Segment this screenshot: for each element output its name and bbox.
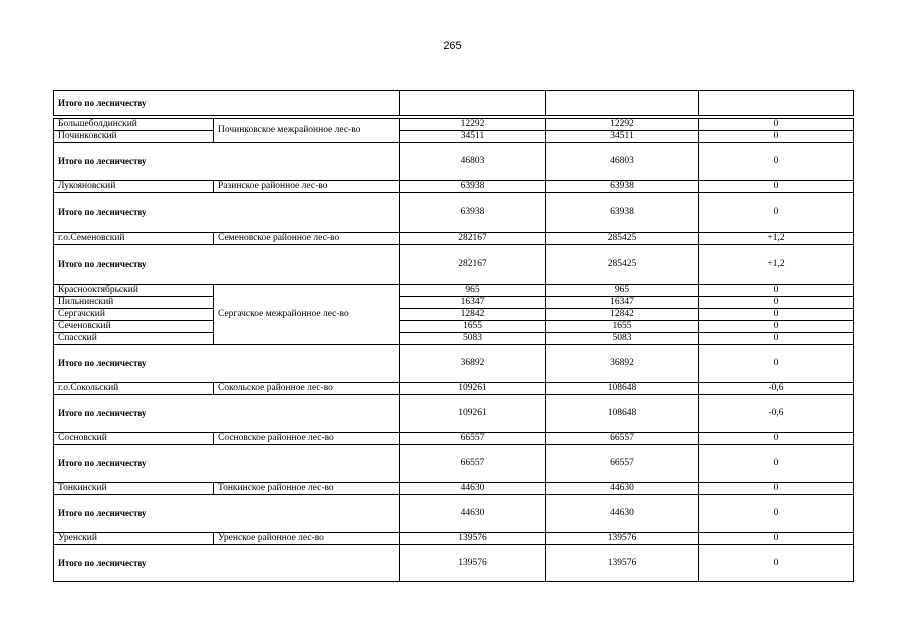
district-cell: Сергачский (54, 309, 214, 321)
total-row (54, 545, 854, 582)
cell-value-2: 12842 (546, 309, 699, 321)
cell-value-3: 0 (699, 119, 854, 131)
total-row (54, 345, 854, 383)
lesnichestvo-cell: Сокольское районное лес-во (214, 383, 400, 395)
cell-value-2: 285425 (546, 233, 699, 245)
cell-value-3: 0 (699, 345, 854, 383)
lesnichestvo-cell: Сосновское районное лес-во (214, 433, 400, 445)
cell-value-2: 66557 (546, 433, 699, 445)
cell-value-1: 109261 (400, 395, 546, 433)
table-row (54, 321, 854, 333)
cell-value-2: 63938 (546, 193, 699, 233)
total-row (54, 445, 854, 483)
district-cell: Спасский (54, 333, 214, 345)
cell-value-1: 63938 (400, 193, 546, 233)
cell-value-1: 44630 (400, 495, 546, 533)
total-label: Итого по лесничеству (54, 445, 400, 483)
cell-value-3: 0 (699, 143, 854, 181)
cell-value-3: 0 (699, 533, 854, 545)
total-row (54, 495, 854, 533)
cell-value-3 (699, 91, 854, 116)
lesnichestvo-cell: Сергачское межрайонное лес-во (214, 285, 400, 345)
cell-value-3: 0 (699, 297, 854, 309)
cell-value-2 (546, 91, 699, 116)
cell-value-1: 66557 (400, 433, 546, 445)
total-label: Итого по лесничеству (54, 495, 400, 533)
cell-value-1: 36892 (400, 345, 546, 383)
table-row (54, 433, 854, 445)
cell-value-2: 108648 (546, 395, 699, 433)
table-row (54, 483, 854, 495)
cell-value-1: 16347 (400, 297, 546, 309)
district-cell: Большеболдинский (54, 119, 214, 131)
cell-value-1: 139576 (400, 545, 546, 582)
cell-value-3: 0 (699, 131, 854, 143)
district-cell: г.о.Сокольский (54, 383, 214, 395)
cell-value-3: 0 (699, 495, 854, 533)
total-row (54, 143, 854, 181)
cell-value-2: 108648 (546, 383, 699, 395)
lesnichestvo-cell: Уренское районное лес-во (214, 533, 400, 545)
table-row (54, 181, 854, 193)
cell-value-2: 44630 (546, 495, 699, 533)
cell-value-2: 139576 (546, 545, 699, 582)
total-label: Итого по лесничеству (54, 143, 400, 181)
table-row (54, 533, 854, 545)
total-row (54, 193, 854, 233)
cell-value-1: 44630 (400, 483, 546, 495)
cell-value-2: 34511 (546, 131, 699, 143)
district-cell: Сеченовский (54, 321, 214, 333)
cell-value-2: 36892 (546, 345, 699, 383)
total-label: Итого по лесничеству (54, 193, 400, 233)
total-row (54, 245, 854, 285)
district-cell: Краснооктябрьский (54, 285, 214, 297)
cell-value-3: 0 (699, 483, 854, 495)
district-cell: Починковский (54, 131, 214, 143)
table-row (54, 333, 854, 345)
table-row (54, 285, 854, 297)
lesnichestvo-cell: Тонкинское районное лес-во (214, 483, 400, 495)
cell-value-2: 44630 (546, 483, 699, 495)
cell-value-1: 46803 (400, 143, 546, 181)
cell-value-3: +1,2 (699, 233, 854, 245)
cell-value-1: 12292 (400, 119, 546, 131)
cell-value-3: 0 (699, 321, 854, 333)
table-body (54, 91, 854, 582)
cell-value-1: 109261 (400, 383, 546, 395)
cell-value-3: 0 (699, 309, 854, 321)
total-label: Итого по лесничеству (54, 345, 400, 383)
cell-value-1: 282167 (400, 245, 546, 285)
total-label: Итого по лесничеству (54, 395, 400, 433)
cell-value-2: 139576 (546, 533, 699, 545)
district-cell: Тонкинский (54, 483, 214, 495)
cell-value-1: 965 (400, 285, 546, 297)
cell-value-3: 0 (699, 445, 854, 483)
district-cell: Пильнинский (54, 297, 214, 309)
cell-value-3: -0,6 (699, 395, 854, 433)
cell-value-3: 0 (699, 433, 854, 445)
cell-value-2: 5083 (546, 333, 699, 345)
district-cell: г.о.Семеновский (54, 233, 214, 245)
table-row (54, 383, 854, 395)
cell-value-1: 1655 (400, 321, 546, 333)
total-row (54, 91, 854, 116)
cell-value-2: 12292 (546, 119, 699, 131)
cell-value-1: 34511 (400, 131, 546, 143)
cell-value-2: 285425 (546, 245, 699, 285)
total-row (54, 395, 854, 433)
total-label: Итого по лесничеству (54, 545, 400, 582)
cell-value-1: 12842 (400, 309, 546, 321)
cell-value-3: +1,2 (699, 245, 854, 285)
cell-value-1: 282167 (400, 233, 546, 245)
total-label: Итого по лесничеству (54, 245, 400, 285)
cell-value-3: 0 (699, 545, 854, 582)
table-row (54, 233, 854, 245)
cell-value-2: 46803 (546, 143, 699, 181)
cell-value-3: 0 (699, 333, 854, 345)
cell-value-2: 63938 (546, 181, 699, 193)
district-cell: Лукояновский (54, 181, 214, 193)
lesnichestvo-cell: Разинское районное лес-во (214, 181, 400, 193)
cell-value-2: 1655 (546, 321, 699, 333)
cell-value-3: 0 (699, 285, 854, 297)
table-row (54, 297, 854, 309)
cell-value-1: 139576 (400, 533, 546, 545)
district-cell: Уренский (54, 533, 214, 545)
cell-value-2: 16347 (546, 297, 699, 309)
cell-value-3: -0,6 (699, 383, 854, 395)
total-label: Итого по лесничеству (54, 91, 400, 116)
table-row (54, 131, 854, 143)
cell-value-3: 0 (699, 193, 854, 233)
cell-value-1: 66557 (400, 445, 546, 483)
page-number: 265 (443, 40, 462, 52)
cell-value-2: 965 (546, 285, 699, 297)
table-row (54, 119, 854, 131)
lesnichestvo-cell: Починковское межрайонное лес-во (214, 119, 400, 143)
cell-value-1: 63938 (400, 181, 546, 193)
lesnichestvo-cell: Семеновское районное лес-во (214, 233, 400, 245)
district-cell: Сосновский (54, 433, 214, 445)
cell-value-2: 66557 (546, 445, 699, 483)
cell-value-1: 5083 (400, 333, 546, 345)
forest-area-table (53, 90, 854, 582)
table-row (54, 309, 854, 321)
cell-value-1 (400, 91, 546, 116)
cell-value-3: 0 (699, 181, 854, 193)
